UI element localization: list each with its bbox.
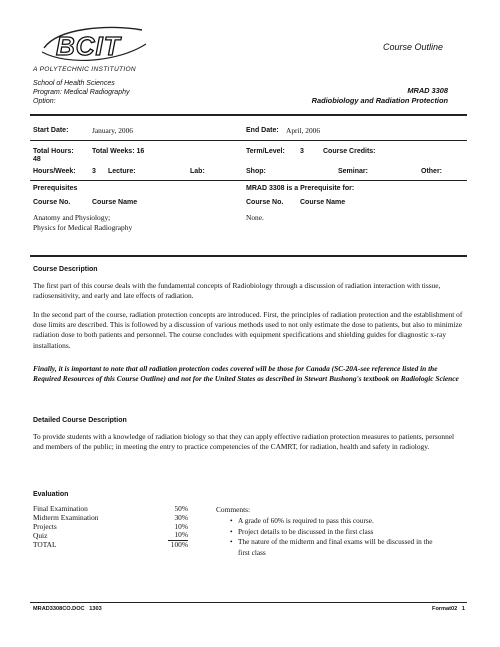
evaluation-item: Projects — [33, 521, 57, 531]
term-level-label: Term/Level: — [246, 148, 285, 155]
bcit-logo-text: BCIT — [56, 31, 121, 61]
course-description-title: Course Description — [33, 266, 98, 273]
course-description-p1: The first part of this course deals with the fundamental concepts of Radiobiology through a discussion of radiation interaction with tissue, radiosensitivity, and early and late effects of radiation. — [33, 281, 441, 301]
evaluation-item: TOTAL — [33, 539, 57, 549]
course-description-p2: In the second part of the course, radiation protection concepts are introduced. First, the principles of radiation protection and the establishment of dose limits are described. This is followed by a discussion of various methods used to not only estimate the dose to patients, but also to minimize radiation dose to both patients and personnel. The course concludes with equipment specifications and shielding guides for diagnostic x-ray installations. — [33, 310, 463, 350]
term-level-value: 3 — [300, 148, 304, 155]
hours-week-value: 3 — [92, 168, 96, 175]
evaluation-item: Final Examination — [33, 504, 88, 513]
doc-type: Course Outline — [383, 42, 444, 52]
prereq-right-col-no: Course No. — [246, 199, 284, 206]
institution-tagline: A POLYTECHNIC INSTITUTION — [33, 66, 136, 73]
total-weeks-label: Total Weeks: 16 — [92, 148, 145, 155]
prereq-left-col-no: Course No. — [33, 199, 71, 206]
detailed-description-title: Detailed Course Description — [33, 417, 127, 424]
prereq-right-title: MRAD 3308 is a Prerequisite for: — [246, 185, 355, 192]
evaluation-pct: 30% — [174, 512, 188, 522]
start-date-label: Start Date: — [33, 127, 69, 134]
seminar-label: Seminar: — [338, 168, 368, 175]
lab-label: Lab: — [190, 168, 205, 175]
course-description-p3: Finally, it is important to note that all radiation protection codes covered will be those for Canada (SC-20A-see reference listed in the Required Resources of this Course Outline) and not for the United States as described in Stewart Bushong's textbook on Radiologic Science — [33, 364, 459, 384]
evaluation-pct: 10% — [174, 521, 188, 531]
info-divider-2 — [30, 180, 467, 181]
comment-item: • Project details to be discussed in the first class — [216, 527, 434, 538]
bcit-logo — [38, 22, 150, 68]
course-credits-label: Course Credits: — [323, 148, 376, 155]
prereq-left-item-1: Anatomy and Physiology; — [33, 213, 111, 222]
course-title: Radiobiology and Radiation Protection — [311, 96, 448, 105]
header-divider — [30, 114, 467, 116]
end-date-label: End Date: — [246, 127, 279, 134]
other-label: Other: — [421, 168, 442, 175]
prereq-left-item-2: Physics for Medical Radiography — [33, 223, 133, 232]
program-name: Program: Medical Radiography — [33, 89, 130, 96]
lecture-label: Lecture: — [108, 168, 136, 175]
prereq-left-col-name: Course Name — [92, 199, 138, 206]
shop-label: Shop: — [246, 168, 266, 175]
comment-item: • A grade of 60% is required to pass this course. — [216, 516, 434, 527]
footer-page: Format02 1 — [432, 606, 465, 612]
comments-list — [216, 516, 434, 558]
evaluation-item: Midterm Examination — [33, 512, 99, 522]
prereq-right-col-name: Course Name — [300, 199, 346, 206]
evaluation-table — [33, 505, 188, 550]
evaluation-title: Evaluation — [33, 491, 69, 498]
prereq-right-item-1: None. — [246, 213, 264, 222]
start-date-value: January, 2006 — [92, 126, 133, 135]
total-hours-value: 48 — [33, 156, 41, 163]
info-divider-1 — [30, 140, 467, 141]
footer-filename: MRAD3308CO.DOC 1303 — [33, 606, 102, 612]
evaluation-pct: 100% — [170, 540, 188, 550]
course-code: MRAD 3308 — [407, 86, 448, 95]
comment-item: • The nature of the midterm and final exams will be discussed in the first class — [216, 537, 434, 558]
prereq-left-title: Prerequisites — [33, 185, 78, 192]
option-label: Option: — [33, 98, 56, 105]
evaluation-pct: 10% — [168, 531, 188, 540]
prereq-divider — [30, 255, 467, 257]
school-name: School of Health Sciences — [33, 80, 115, 87]
total-hours-label: Total Hours: — [33, 148, 74, 155]
comments-label: Comments: — [216, 505, 251, 514]
footer-divider — [30, 602, 467, 603]
evaluation-pct: 50% — [174, 504, 188, 513]
end-date-value: April, 2006 — [286, 126, 321, 135]
detailed-description-p1: To provide students with a knowledge of radiation biology so that they can apply effective radiation protection measures to patients, personnel and members of the public; in meeting the entry to practice competencies of the CAMRT, for radiation, health and safety in radiology. — [33, 432, 455, 452]
evaluation-row — [33, 523, 188, 532]
evaluation-row-total — [33, 541, 188, 550]
hours-week-label: Hours/Week: — [33, 168, 76, 175]
evaluation-item: Quiz — [33, 530, 48, 540]
